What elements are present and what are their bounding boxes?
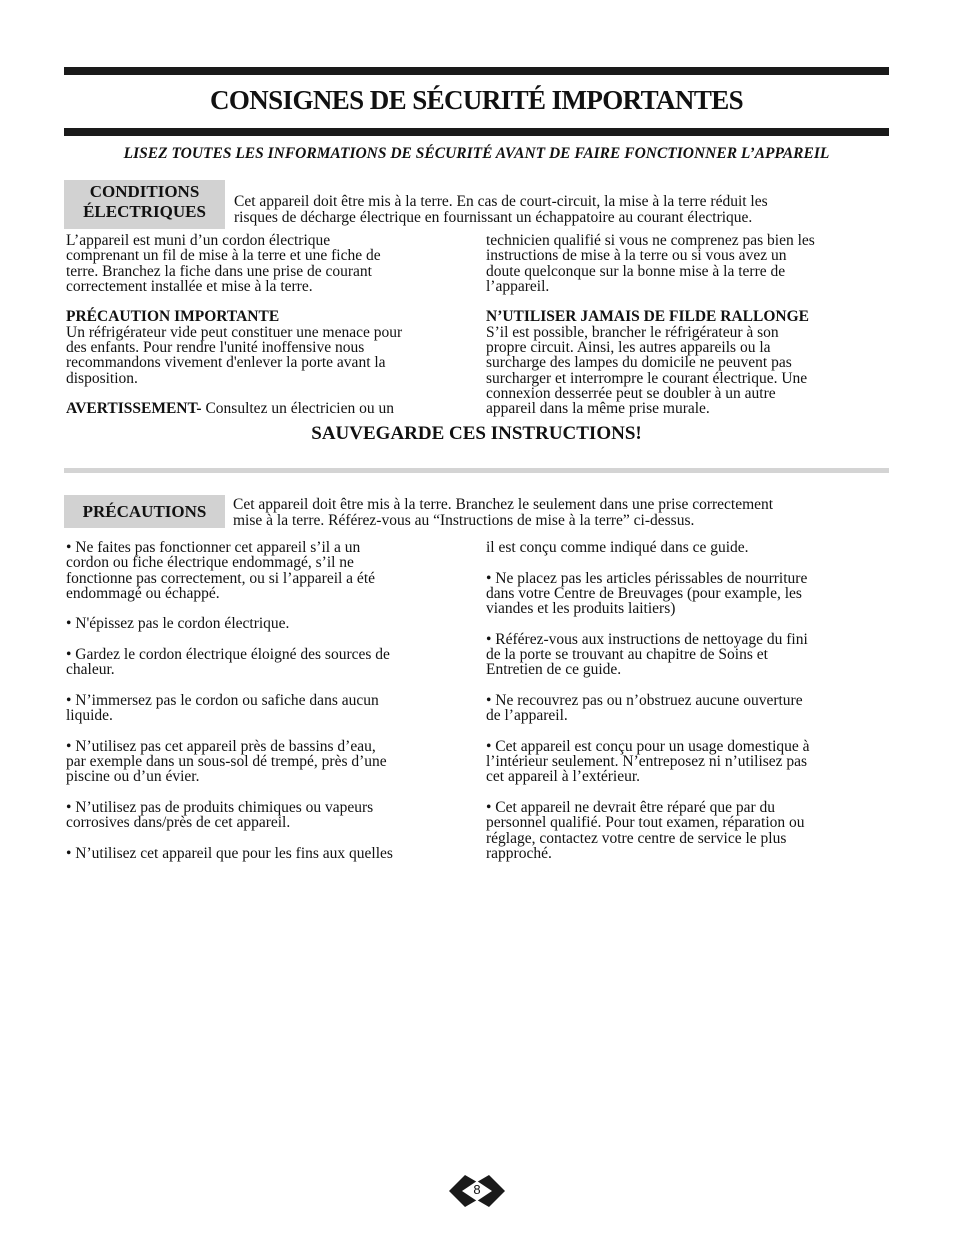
precaution-item-line: • N’utilisez cet appareil que pour les fins aux quelles [66,844,393,862]
paragraph-line: doute quelconque sur la bonne mise à la terre de [486,262,786,280]
paragraph-line: propre circuit. Ainsi, les autres appareils ou la [486,339,771,357]
precaution-item [66,693,471,724]
precaution-item [66,739,471,785]
precaution-item [486,800,891,861]
precaution-item-line: cet appareil à l’extérieur. [486,768,641,786]
paragraph-line: S’il est possible, brancher le réfrigérateur à son [486,323,779,341]
precaution-item-line: • Cet appareil est conçu pour un usage domestique à [486,737,810,755]
save-instructions: SAUVEGARDE CES INSTRUCTIONS! [311,423,642,444]
technician-paragraph [486,233,891,294]
precaution-item-line: chaleur. [66,661,115,679]
precaution-item-line: • N’utilisez pas cet appareil près de bassins d’eau, [66,737,376,755]
electrical-label-line1: CONDITIONS [89,182,200,201]
precaution-item-line: endommagé ou échappé. [66,584,220,602]
paragraph-line: comprenant un fil de mise à la terre et une fiche de [66,247,381,265]
warning-label: AVERTISSEMENT- [66,400,202,418]
precaution-item-line: dans votre Centre de Breuvages (pour example, les [486,584,802,602]
circuit-paragraph [486,325,891,417]
precaution-item-line: corrosives dans/près de cet appareil. [66,814,291,832]
precaution-item-line: il est conçu comme indiqué dans ce guide. [486,539,749,556]
paragraph-line: instructions de mise à la terre ou si vous avez un [486,247,787,265]
precaution-item-line: • Gardez le cordon électrique éloigné des sources de [66,646,390,664]
electrical-intro-line1: Cet appareil doit être mis à la terre. En cas de court-circuit, la mise à la terre réduit les [234,193,768,210]
precaution-item-line: personnel qualifié. Pour tout examen, réparation ou [486,814,805,832]
precaution-item-line: viandes et les produits laitiers) [486,600,676,618]
top-rule [64,67,889,75]
paragraph-line: connexion desserrée peut se doubler à un autre [486,384,776,402]
precaution-item [486,739,891,785]
precaution-item [66,616,471,631]
precaution-item-line: de la porte se trouvant au chapitre de Soins et [486,646,768,664]
page-subtitle: LISEZ TOUTES LES INFORMATIONS DE SÉCURITÉ AVANT DE FAIRE FONCTIONNER L’APPAREIL [123,145,830,162]
extension-heading: N’UTILISER JAMAIS DE FILDE RALLONGE [486,308,809,326]
paragraph-line: disposition. [66,369,138,387]
precautions-label: PRÉCAUTIONS [64,495,225,528]
precaution-item-line: • N’immersez pas le cordon ou safiche dans aucun [66,691,379,709]
paragraph-line: des enfants. Pour rendre l'unité inoffensive nous [66,339,365,357]
page-number: 8 [473,1182,481,1197]
electrical-left-column [66,233,471,417]
precaution-item-line: de l’appareil. [486,707,568,725]
paragraph-line: correctement installée et mise à la terre. [66,277,313,295]
precaution-item [486,693,891,724]
section-divider [64,468,889,473]
warning-paragraph [66,401,471,416]
precaution-item-line: réglage, contactez votre centre de service le plus [486,829,787,847]
precaution-item [486,571,891,617]
warning-text: Consultez un électricien ou un [201,400,394,418]
precaution-item-line: rapproché. [486,844,552,862]
paragraph-line: l’appareil. [486,277,550,295]
precaution-item-line: l’intérieur seulement. N’entreposez ni n’utilisez pas [486,753,808,771]
precaution-item-line: liquide. [66,707,113,725]
precaution-item-line: • Ne faites pas fonctionner cet appareil s’il a un [66,539,361,556]
precaution-item [486,540,891,555]
precaution-item-line: • Ne placez pas les articles périssables de nourriture [486,569,808,587]
precaution-heading: PRÉCAUTION IMPORTANTE [66,308,280,326]
grounding-paragraph [66,233,471,294]
precaution-item-line: piscine ou d’un évier. [66,768,200,786]
precaution-item [66,846,471,861]
precaution-item [486,632,891,678]
precaution-item-line: • Ne recouvrez pas ou n’obstruez aucune ouverture [486,691,803,709]
paragraph-line: surcharge des lampes du domicile ne peuvent pas [486,354,792,372]
paragraph-line: L’appareil est muni d’un cordon électrique [66,232,331,249]
electrical-label-line2: ÉLECTRIQUES [83,202,206,221]
precautions-intro-line2: mise à la terre. Référez-vous au “Instructions de mise à la terre” ci-dessus. [233,511,695,529]
paragraph-line: technicien qualifié si vous ne comprenez pas bien les [486,232,815,249]
precaution-item-line: par exemple dans un sous-sol dé trempé, près d’une [66,753,387,771]
paragraph-line: appareil dans la même prise murale. [486,400,710,418]
precaution-item [66,540,471,601]
precaution-item [66,800,471,831]
precaution-item-line: • Cet appareil ne devrait être réparé que par du [486,799,776,817]
precaution-item-line: • Référez-vous aux instructions de nettoyage du fini [486,630,808,648]
page-title: CONSIGNES DE SÉCURITÉ IMPORTANTES [209,85,744,115]
precaution-item [66,647,471,678]
electrical-intro [234,194,768,225]
paragraph-line: surcharger et interrompre le courant électrique. Une [486,369,808,387]
precaution-item-line: fonctionne pas correctement, ou si l’appareil a été [66,569,376,587]
empty-fridge-paragraph [66,325,471,386]
precaution-item-line: • N'épissez pas le cordon électrique. [66,615,290,633]
precautions-right-column [486,540,891,861]
electrical-intro-line2: risques de décharge électrique en fournissant un échappatoire au courant électrique. [234,208,753,226]
electrical-label [64,180,225,229]
paragraph-line: Un réfrigérateur vide peut constituer une menace pour [66,323,403,341]
precautions-intro-line1: Cet appareil doit être mis à la terre. Branchez le seulement dans une prise correctement [233,496,774,513]
paragraph-line: terre. Branchez la fiche dans une prise de courant [66,262,372,280]
precautions-left-column [66,540,471,861]
title-bottom-rule [64,128,889,136]
precautions-intro [233,497,773,528]
paragraph-line: recommandons vivement d'enlever la porte avant la [66,354,386,372]
precaution-item-line: cordon ou fiche électrique endommagé, s’il ne [66,554,354,572]
electrical-right-column [486,233,891,417]
precaution-item-line: • N’utilisez pas de produits chimiques ou vapeurs [66,799,374,817]
precaution-item-line: Entretien de ce guide. [486,661,622,679]
